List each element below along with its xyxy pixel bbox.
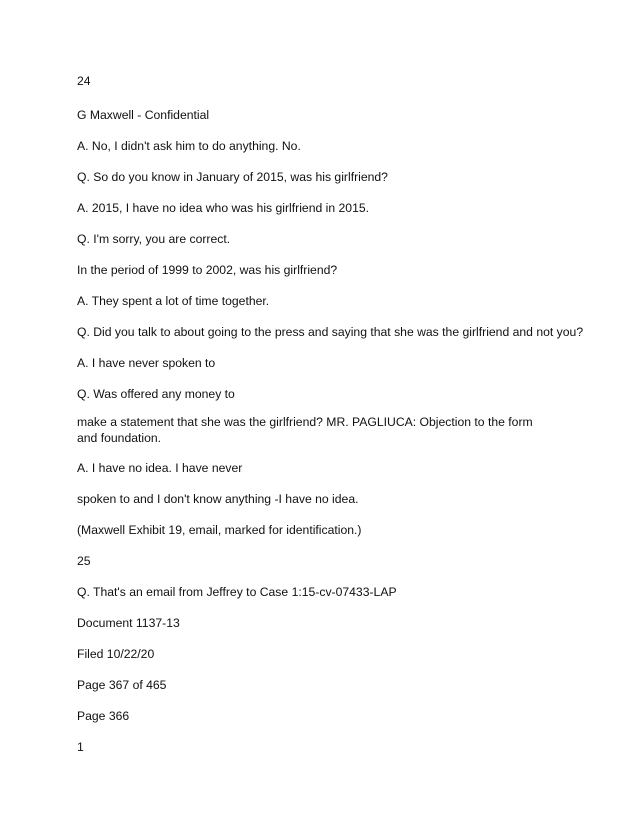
page-number-25: 25 xyxy=(77,554,91,568)
exhibit-note: (Maxwell Exhibit 19, email, marked for identification.) xyxy=(77,523,362,537)
transcript-line: A. They spent a lot of time together. xyxy=(77,294,270,308)
transcript-line: Q. Was offered any money to xyxy=(77,387,235,401)
page-number-24: 24 xyxy=(77,74,91,88)
document-number: Document 1137-13 xyxy=(77,616,180,630)
transcript-line: A. I have no idea. I have never xyxy=(77,461,243,475)
line-number: 1 xyxy=(77,740,84,754)
transcript-line: Q. So do you know in January of 2015, was his girlfriend? xyxy=(77,170,388,184)
transcript-line: A. I have never spoken to xyxy=(77,356,216,370)
page-count: Page 367 of 465 xyxy=(77,678,167,692)
transcript-line: A. No, I didn't ask him to do anything. No. xyxy=(77,139,301,153)
transcript-line: Q. Did you talk to about going to the press and saying that she was the girlfriend and not you? xyxy=(77,325,584,339)
transcript-line: spoken to and I don't know anything -I have no idea. xyxy=(77,492,359,506)
transcript-line: make a statement that she was the girlfriend? MR. PAGLIUCA: Objection to the form and foundation. xyxy=(77,415,533,445)
page-label: Page 366 xyxy=(77,709,130,723)
filed-date: Filed 10/22/20 xyxy=(77,647,155,661)
transcript-line: In the period of 1999 to 2002, was his girlfriend? xyxy=(77,263,338,277)
confidential-header: G Maxwell - Confidential xyxy=(77,108,210,122)
transcript-line: A. 2015, I have no idea who was his girlfriend in 2015. xyxy=(77,201,370,215)
transcript-line: Q. That's an email from Jeffrey to Case 1:15-cv-07433-LAP xyxy=(77,585,397,599)
transcript-line: Q. I'm sorry, you are correct. xyxy=(77,232,231,246)
